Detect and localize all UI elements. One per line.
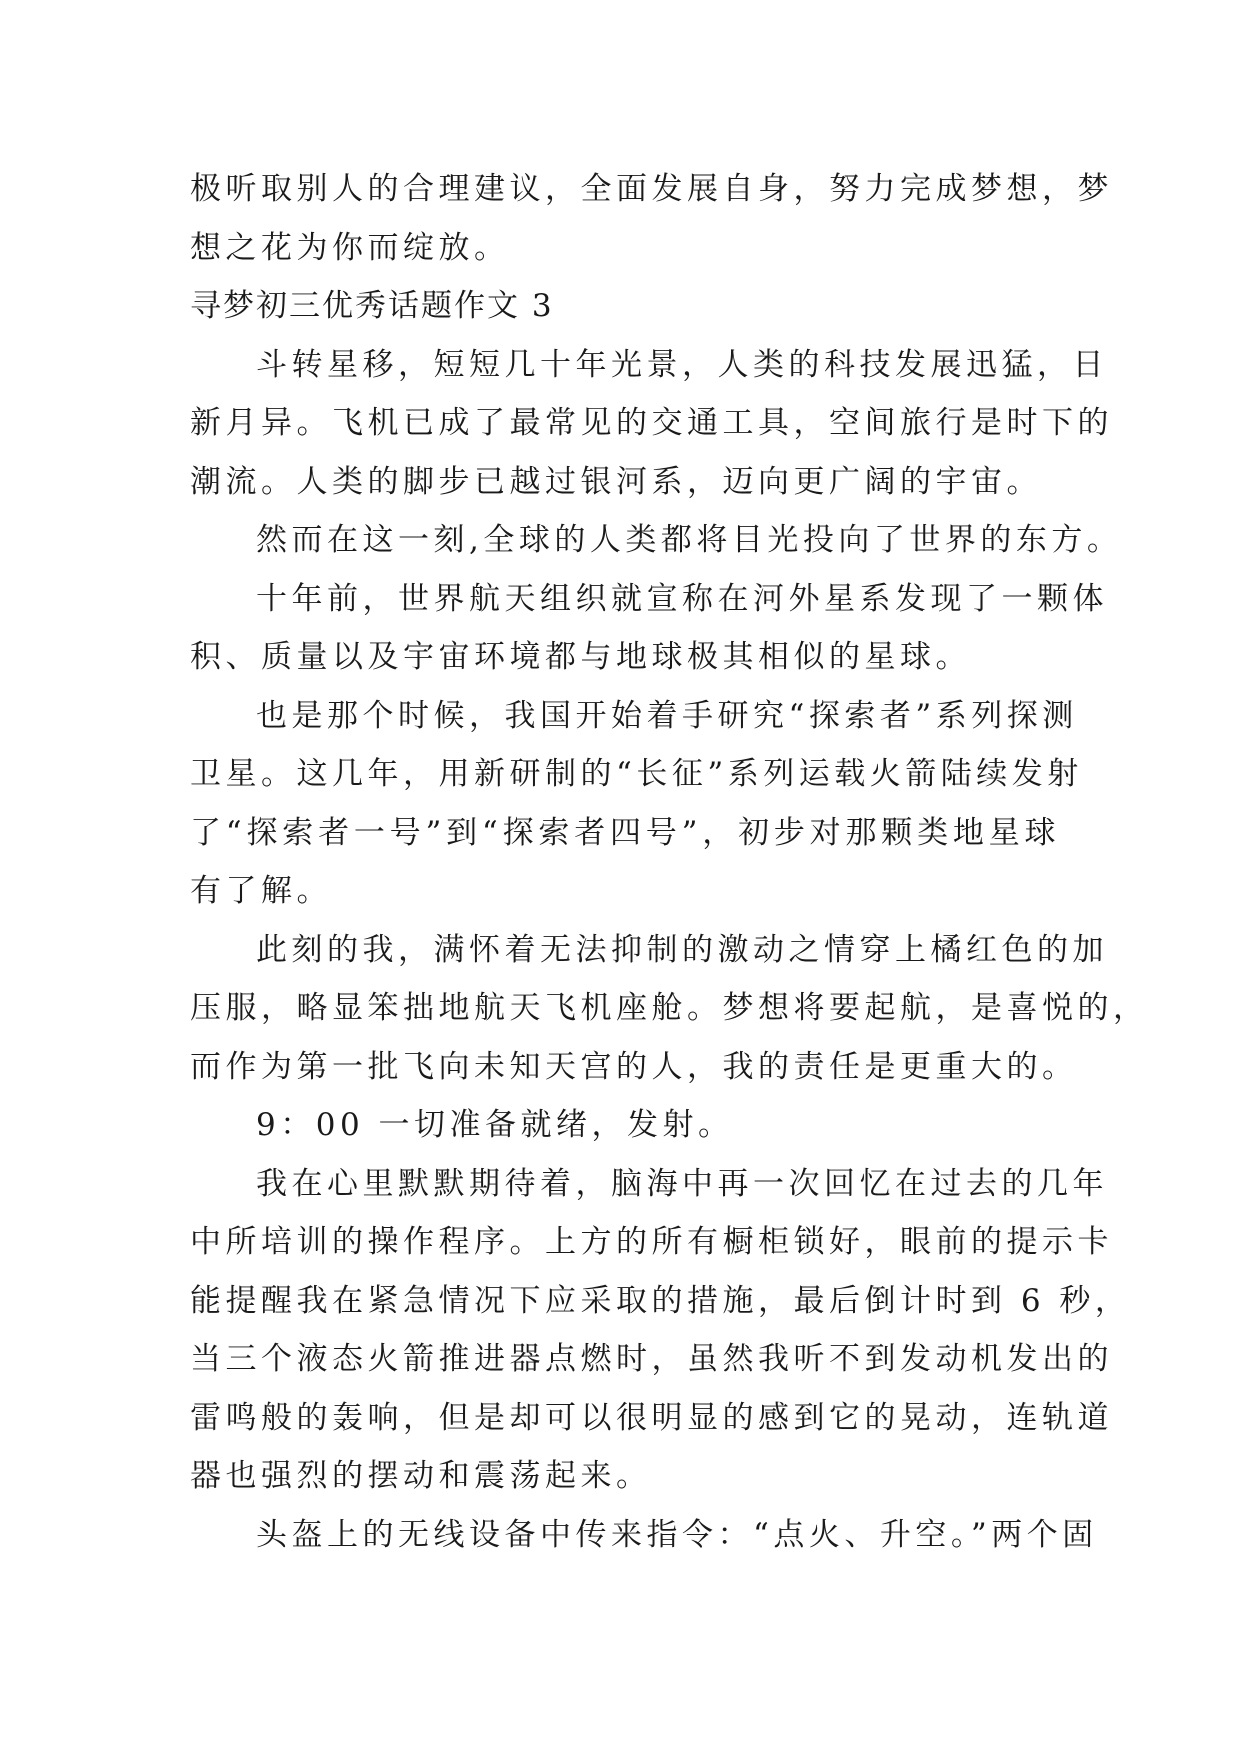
text-line: 压服，略显笨拙地航天飞机座舱。梦想将要起航，是喜悦的，: [190, 990, 1149, 1026]
text-line: 潮流。人类的脚步已越过银河系，迈向更广阔的宇宙。: [190, 463, 1042, 500]
text-line: 而作为第一批飞向未知天宫的人，我的责任是更重大的。: [190, 1048, 1078, 1085]
text-line: 然而在这一刻,全球的人类都将目光投向了世界的东方。: [256, 522, 1123, 558]
text-line: 也是那个时候，我国开始着手研究“探索者”系列探测: [256, 697, 1078, 734]
text-line: 器也强烈的摆动和震荡起来。: [190, 1458, 652, 1494]
text-line: 极听取别人的合理建议，全面发展自身，努力完成梦想，梦: [190, 171, 1113, 207]
document-page: [190, 160, 1149, 1564]
text-line: 当三个液态火箭推进器点燃时，虽然我听不到发动机发出的: [190, 1341, 1113, 1377]
text-line: 想之花为你而绽放。: [190, 229, 510, 266]
text-line: 积、质量以及宇宙环境都与地球极其相似的星球。: [190, 639, 971, 675]
text-line: 头盔上的无线设备中传来指令：“点火、升空。”两个固: [256, 1516, 1098, 1553]
text-line: 中所培训的操作程序。上方的所有橱柜锁好，眼前的提示卡: [190, 1224, 1113, 1260]
text-line: 雷鸣般的轰响，但是却可以很明显的感到它的晃动，连轨道: [190, 1399, 1113, 1436]
text-line: 新月异。飞机已成了最常见的交通工具，空间旅行是时下的: [190, 405, 1113, 441]
text-line: 有了解。: [190, 873, 332, 909]
text-line: 能提醒我在紧急情况下应采取的措施，最后倒计时到 6 秒，: [190, 1282, 1131, 1319]
text-line: 卫星。这几年，用新研制的“长征”系列运载火箭陆续发射: [190, 756, 1083, 792]
text-line: 斗转星移，短短几十年光景，人类的科技发展迅猛，日: [256, 346, 1108, 383]
text-line: 了“探索者一号”到“探索者四号”，初步对那颗类地星球: [190, 814, 1060, 851]
text-line: 9：00 一切准备就绪，发射。: [256, 1107, 734, 1143]
document-body: [190, 160, 1149, 1564]
text-line: 十年前，世界航天组织就宣称在河外星系发现了一颗体: [256, 580, 1108, 617]
section-heading: 寻梦初三优秀话题作文 3: [190, 288, 554, 324]
text-line: 我在心里默默期待着，脑海中再一次回忆在过去的几年: [256, 1165, 1108, 1202]
text-line: 此刻的我，满怀着无法抑制的激动之情穿上橘红色的加: [256, 931, 1108, 968]
